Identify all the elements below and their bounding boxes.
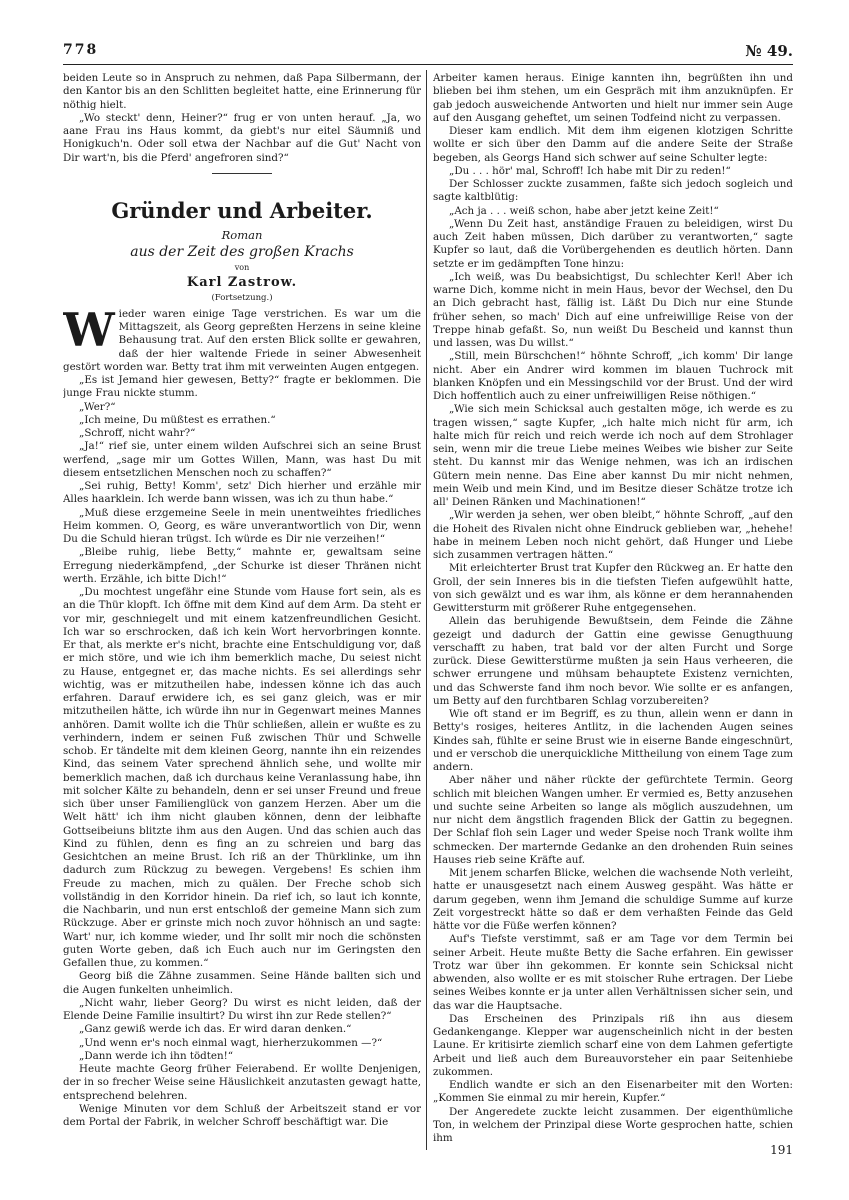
paragraph: Georg biß die Zähne zusammen. Seine Hände ballten sich und die Augen funkelten unheimlich.	[63, 970, 421, 996]
paragraph: Mit jenem scharfen Blicke, welchen die wachsende Noth verleiht, hatte er unausgesetzt nach einem Ausweg gespäht. Was hätte er darum gegeben, wenn ihm Jemand die schuldige Summe auf kurze Zeit vorgestreckt hätte so daß er dem verhaßten Feinde das Geld hätte vor die Füße werfen können?	[433, 867, 793, 932]
page-header	[63, 42, 793, 64]
paragraph: „Ganz gewiß werde ich das. Er wird daran denken.“	[79, 1023, 352, 1036]
dropcap: W	[63, 302, 115, 357]
paragraph: „Dann werde ich ihn tödten!“	[79, 1049, 234, 1062]
story-continuation: (Fortsetzung.)	[211, 292, 273, 303]
paragraph: „Und wenn er's noch einmal wagt, hierherzukommen —?“	[79, 1036, 383, 1049]
left-paragraphs	[63, 374, 421, 1129]
paragraph: „Sei ruhig, Betty! Komm', setz' Dich hierher und erzähle mir Alles haarklein. Ich werde bann wissen, was ich zu thun habe.“	[63, 480, 421, 506]
paragraph: Endlich wandte er sich an den Eisenarbeiter mit den Worten: „Kommen Sie einmal zu mir herein, Kupfer.“	[433, 1079, 793, 1105]
paragraph: Aber näher und näher rückte der gefürchtete Termin. Georg schlich mit bleichen Wangen umher. Er vermied es, Betty anzusehen und suchte seine Arbeiten so lange als möglich auszudehnen, um nur nicht dem ängstlich fragenden Blick der Gattin zu begegnen. Der Schlaf floh sein Lager und weder Speise noch Trank wollte ihm schmecken. Der marternde Gedanke an den drohenden Ruin seines Hauses rieb seine Kräfte auf.	[433, 774, 793, 866]
paragraph: „Ich meine, Du müßtest es errathen.“	[79, 413, 276, 426]
left-column	[63, 72, 421, 1142]
paragraph: Heute machte Georg früher Feierabend. Er wollte Denjenigen, der in so frecher Weise seine Häuslichkeit anzutasten gewagt hatte, entsprechend belehren.	[63, 1063, 421, 1102]
story-era: aus der Zeit des großen Krachs	[130, 243, 354, 260]
paragraph: „Ach ja . . . weiß schon, habe aber jetzt keine Zeit!“	[449, 204, 719, 217]
right-column	[433, 72, 793, 1142]
first-paragraph	[63, 302, 421, 374]
paragraph: „Nicht wahr, lieber Georg? Du wirst es nicht leiden, daß der Elende Deine Familie insultirt? Du wirst ihn zur Rede stellen?“	[63, 996, 421, 1022]
paragraph: Wie oft stand er im Begriff, es zu thun, allein wenn er dann in Betty's rosiges, heiteres Antlitz, in die lachenden Augen seines Kindes sah, fühlte er seine Brust wie in eiserne Bande eingeschnürt, und er verschob die unerquickliche Mittheilung von einem Tage zum andern.	[433, 708, 793, 773]
column-divider	[426, 70, 427, 1150]
paragraph: „Es ist Jemand hier gewesen, Betty?“ fragte er beklommen. Die junge Frau nickte stumm.	[63, 374, 421, 400]
story-title: Gründer und Arbeiter.	[111, 197, 373, 223]
paragraph: Mit erleichterter Brust trat Kupfer den Rückweg an. Er hatte den Groll, der sein Inneres bis in die tiefsten Tiefen aufgewühlt hatte, von sich gewälzt und es war ihm, als könne er dem herannahenden Gewittersturm mit größerer Ruhe entgegensehen.	[433, 562, 793, 614]
paragraph: „Bleibe ruhig, liebe Betty,“ mahnte er, gewaltsam seine Erregung niederkämpfend, „der Schurke ist dieser Thränen nicht werth. Erzähle, ich bitte Dich!“	[63, 546, 421, 585]
paragraph: „Wer?“	[79, 400, 116, 413]
paragraph: „Still, mein Bürschchen!“ höhnte Schroff, „ich komm' Dir lange nicht. Aber ein Andrer wird kommen im blauen Tuchrock mit blanken Knöpfen und ein Messingschild vor der Brust. Und der wird Dich hoffentlich auch zu einer unfreiwilligen Reise nöthigen.“	[433, 350, 793, 402]
intro-text	[63, 72, 421, 165]
page-number: 778	[63, 42, 99, 58]
paragraph: „Muß diese erzgemeine Seele in mein unentweihtes friedliches Heim kommen. O, Georg, es wäre unverantwortlich von Dir, wenn Du die Schuld hieran trügst. Ich würde es Dir nie verzeihen!“	[63, 506, 421, 545]
paragraph: „Wenn Du Zeit hast, anständige Frauen zu beleidigen, wirst Du auch Zeit haben müssen, Dich darüber zu verantworten,“ sagte Kupfer so laut, daß die Vorübergehenden es deutlich hörten. Dann setzte er im gedämpften Tone hinzu:	[433, 217, 793, 270]
story-author: Karl Zastrow.	[186, 274, 298, 290]
paragraph: „Wo steckt' denn, Heiner?“ frug er von unten herauf. „Ja, wo aane Frau ins Haus kommt, da giebt's nur eitel Säumniß und Honigkuch'n. Oder soll etwa der Nachbar auf die Gut' Nacht von Dir wart'n, bis die Pferd' angefroren sind?“	[63, 111, 421, 164]
story-subtitle: Roman	[221, 227, 263, 242]
paragraph: Dieser kam endlich. Mit dem ihm eigenen klotzigen Schritte wollte er sich über den Damm auf die andere Seite der Straße begeben, als Georgs Hand sich schwer auf seine Schulter legte:	[433, 125, 793, 164]
header-rule	[63, 64, 793, 65]
paragraph: „Ja!“ rief sie, unter einem wilden Aufschrei sich an seine Brust werfend, „sage mir um Gottes Willen, Mann, was hast Du mit diesem entsetzlichen Menschen noch zu schaffen?“	[63, 440, 421, 479]
paragraph: Der Schlosser zuckte zusammen, faßte sich jedoch sogleich und sagte kaltblütig:	[433, 178, 793, 204]
paragraph: beiden Leute so in Anspruch zu nehmen, daß Papa Silbermann, der den Kantor bis an den Schlitten begleitet hatte, eine Erinnerung für nöthig hielt.	[63, 72, 421, 111]
paragraph: Wenige Minuten vor dem Schluß der Arbeitszeit stand er vor dem Portal der Fabrik, in welcher Schroff beschäftigt war. Die	[63, 1102, 421, 1128]
paragraph: „Wir werden ja sehen, wer oben bleibt,“ höhnte Schroff, „auf den die Hoheit des Rivalen nicht ohne Eindruck geblieben war, „hehehe! habe in meinem Leben noch nicht gehört, daß Hunger und Liebe sich zusammen vertragen hätten.“	[433, 509, 793, 561]
paragraph: Der Angeredete zuckte leicht zusammen. Der eigenthümliche Ton, in welchem der Prinzipal diese Worte gesprochen hatte, schien ihm	[433, 1105, 793, 1142]
paragraph: „Ich weiß, was Du beabsichtigst, Du schlechter Kerl! Aber ich warne Dich, komme nicht in mein Haus, bevor der Wechsel, den Du an Dich gebracht hast, fällig ist. Läßt Du Dich nur eine Stunde früher sehen, so mach' Dich auf eine unfreiwillige Reise von der Treppe hinab gefaßt. So, nun weißt Du Bescheid und kannst thun und lassen, was Du willst.“	[433, 270, 793, 349]
right-paragraphs	[433, 125, 793, 1142]
paragraph: „Du . . . hör' mal, Schroff! Ich habe mit Dir zu reden!“	[449, 164, 731, 177]
paragraph: Auf's Tiefste verstimmt, saß er am Tage vor dem Termin bei seiner Arbeit. Heute mußte Betty die Sache erfahren. Ein gewisser Trotz war über ihn gekommen. Er konnte sein Schicksal nicht abwenden, also wollte er es mit stoischer Ruhe ertragen. Der Liebe seines Weibes konnte er ja unter allen Verhältnissen sicher sein, und das war die Hauptsache.	[433, 933, 793, 1012]
paragraph: „Du mochtest ungefähr eine Stunde vom Hause fort sein, als es an die Thür klopft. Ich öffne mit dem Kind auf dem Arm. Da steht er vor mir, geschniegelt und mit einem katzenfreundlichen Gesicht. Ich war so erschrocken, daß ich kein Wort hervorbringen konnte. Er that, als merkte er's nicht, brachte eine Entschuldigung vor, daß er mich störe, und wie ich ihm bemerklich mache, Du seiest nicht zu Hause, entgegnet er, das mache nichts. Es sei allerdings sehr wichtig, was er mitzutheilen habe, indessen könne ich das auch erfahren. Darauf erwidere ich, es sei ganz gleich, was er mir mitzutheilen hätte, ich würde ihn nur in Gegenwart meines Mannes anhören. Damit wollte ich die Thür schließen, allein er wußte es zu verhindern, indem er seinen Fuß zwischen Thür und Schwelle schob. Er tändelte mit dem kleinen Georg, nannte ihn ein reizendes Kind, das seinem Vater sprechend ähnlich sehe, und wollte mir bemerklich machen, daß ich durchaus keine Veranlassung habe, ihn mit solcher Kälte zu behandeln, denn er sei unser Freund und freue sich über unser Familienglück von ganzem Herzen. Aber um die Welt hätt' ich ihm nicht glauben können, denn der leibhafte Gottseibeiuns blitzte ihm aus den Augen. Und das schien auch das Kind zu fühlen, denn es fing an zu schreien und barg das Gesichtchen an meine Brust. Ich riß an der Thürklinke, um ihn dadurch zum Rückzug zu bewegen. Vergebens! Es schien ihm Freude zu machen, mich zu quälen. Der Freche schob sich vollständig in den Korridor hinein. Da rief ich, so laut ich konnte, die Nachbarin, und nun erst entschloß der gemeine Mann sich zum Rückzuge. Aber er grinste mich noch zuvor höhnisch an und sagte: Wart' nur, ich komme wieder, und Ihr sollt mir noch die schönsten guten Worte geben, daß ich Euch auch nur im Geringsten den Gefallen thue, zu kommen.“	[63, 586, 421, 969]
separator-rule	[212, 173, 272, 174]
paragraph: „Schroff, nicht wahr?“	[79, 427, 196, 439]
first-paragraph-text: ieder waren einige Tage verstrichen. Es war um die Mittagszeit, als Georg gepreßten Herzens in seine kleine Behausung trat. Auf den ersten Blick sollte er gewahren, daß der hier waltende Friede in seiner Abwesenheit gestört worden war. Betty trat ihm mit verweinten Augen entgegen.	[63, 307, 421, 373]
story-von: von	[234, 262, 250, 272]
paragraph: Allein das beruhigende Bewußtsein, dem Feinde die Zähne gezeigt und dadurch der Gattin eine gewisse Genugthuung verschafft zu haben, trat bald vor der alten Furcht und Sorge zurück. Diese Gewitterstürme mußten ja sein Haus verheeren, die schwer errungene und mühsam behauptete Existenz vernichten, und das Schwerste fand ihm noch bevor. Wie sollte er es anfangen, um Betty auf den furchtbaren Schlag vorzubereiten?	[433, 615, 793, 707]
paragraph: Arbeiter kamen heraus. Einige kannten ihn, begrüßten ihn und blieben bei ihm stehen, um ein Gespräch mit ihm anzuknüpfen. Er gab jedoch ausweichende Antworten und hielt nur immer sein Auge auf den Ausgang geheftet, um seinen Todfeind nicht zu verpassen.	[433, 72, 793, 124]
paragraph: Das Erscheinen des Prinzipals riß ihn aus diesem Gedankengange. Klepper war augenscheinlich nicht in der besten Laune. Er kritisirte ziemlich scharf eine von dem Lahmen gefertigte Arbeit und ließ auch dem Bureauvorsteher ein paar Seitenhiebe zukommen.	[433, 1012, 793, 1078]
paragraph: „Wie sich mein Schicksal auch gestalten möge, ich werde es zu tragen wissen,“ sagte Kupfer, „ich halte mich nicht für arm, ich halte mich für reich und reich werde ich noch auf dem Strohlager sein, wenn mir die treue Liebe meines Weibes wie bisher zur Seite steht. Du kannst mir das Wenige nehmen, was ich an irdischen Gütern mein nenne. Das Eine aber kannst Du mir nicht nehmen, mein Weib und mein Kind, und im Besitze dieser Schätze trotze ich all' Deinen Ränken und Machinationen!“	[433, 403, 793, 508]
issue-number: № 49.	[745, 42, 793, 60]
footer-page-number: 191	[770, 1143, 793, 1157]
